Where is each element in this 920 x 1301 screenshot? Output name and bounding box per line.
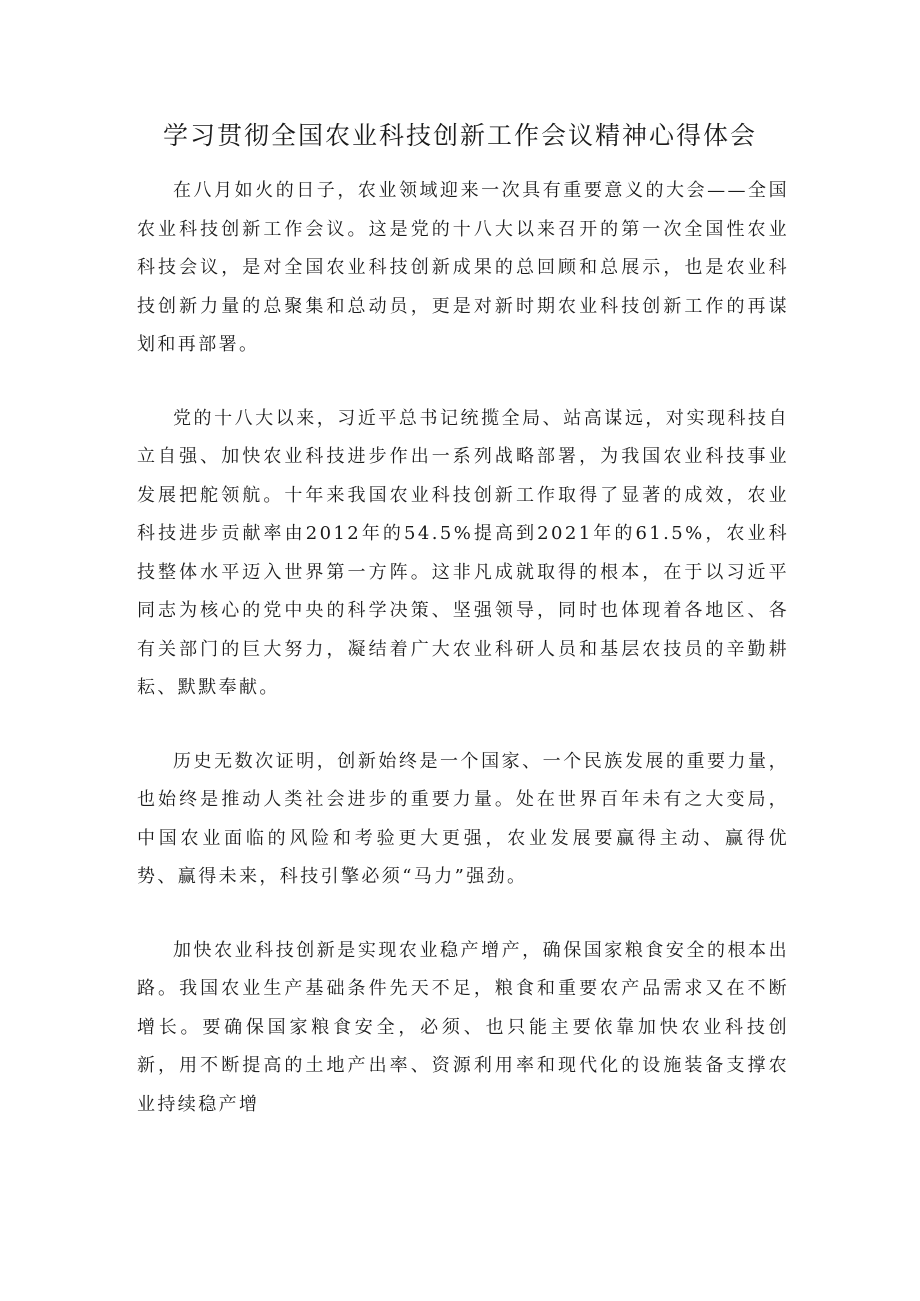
- paragraph-2: 党的十八大以来，习近平总书记统揽全局、站高谋远，对实现科技自立自强、加快农业科技进步作出一系列战略部署，为我国农业科技事业发展把舵领航。十年来我国农业科技创新工作取得了显著的成效，农业科技进步贡献率由2012年的54.5%提高到2021年的61.5%，农业科技整体水平迈入世界第一方阵。这非凡成就取得的根本，在于以习近平同志为核心的党中央的科学决策、坚强领导，同时也体现着各地区、各有关部门的巨大努力，凝结着广大农业科研人员和基层农技员的辛勤耕耘、默默奉献。: [137, 407, 789, 698]
- paragraph-1: 在八月如火的日子，农业领域迎来一次具有重要意义的大会——全国农业科技创新工作会议。这是党的十八大以来召开的第一次全国性农业科技会议，是对全国农业科技创新成果的总回顾和总展示，也是农业科技创新力量的总聚集和总动员，更是对新时期农业科技创新工作的再谋划和再部署。: [137, 180, 789, 355]
- document-title: 学习贯彻全国农业科技创新工作会议精神心得体会: [162, 121, 757, 150]
- paragraph-4: 加快农业科技创新是实现农业稳产增产，确保国家粮食安全的根本出路。我国农业生产基础条件先天不足，粮食和重要农产品需求又在不断增长。要确保国家粮食安全，必须、也只能主要依靠加快农业科技创新，用不断提高的土地产出率、资源利用率和现代化的设施装备支撑农业持续稳产增: [137, 939, 789, 1115]
- document-body: [137, 172, 789, 1159]
- paragraph-3: 历史无数次证明，创新始终是一个国家、一个民族发展的重要力量，也始终是推动人类社会进步的重要力量。处在世界百年未有之大变局，中国农业面临的风险和考验更大更强，农业发展要赢得主动、赢得优势、赢得未来，科技引擎必须“马力”强劲。: [137, 750, 789, 887]
